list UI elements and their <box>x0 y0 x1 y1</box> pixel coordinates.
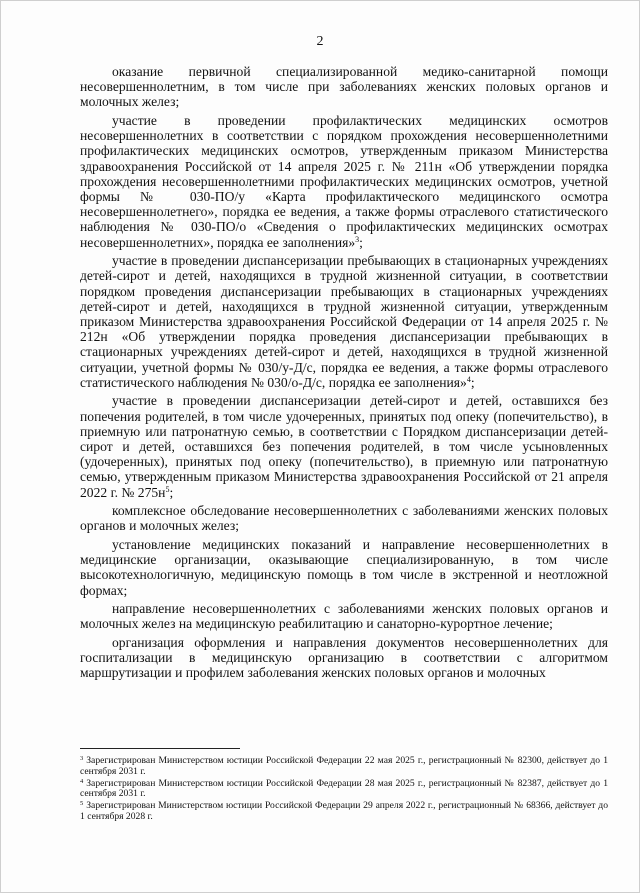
paragraph-examination: комплексное обследование несовершеннолетних с заболеваниями женских половых органов и молочных желез; <box>80 503 608 534</box>
paragraph-preventive-exams: участие в проведении профилактических медицинских осмотров несовершеннолетних в соответствии с порядком прохождения несовершеннолетними профилактических медицинских осмотров, утвержденным приказом Министерства здравоохранения Российской от 14 апреля 2025 г. № 211н «Об утверждении порядка прохождения несовершеннолетними профилактических медицинских осмотров, учетной формы № 030-ПО/у «Карта профилактического медицинского осмотра несовершеннолетнего», порядка ее ведения, а также формы отраслевого статистического наблюдения № 030-ПО/о «Сведения о профилактических медицинских осмотрах несовершеннолетних», порядка ее заполнения»$^3$; <box>80 113 608 250</box>
footnote-ref: 5 <box>165 484 170 494</box>
paragraph-dispensary-orphans: участие в проведении диспансеризации детей-сирот и детей, оставшихся без попечения родителей, в том числе удочеренных, принятых под опеку (попечительство), в приемную или патронатную семью, в соответствии с Порядком диспансеризации детей-сирот и детей, оставшихся без попечения родителей, в том числе усыновленных (удочеренных), принятых под опеку (попечительство), в приемную или патронатную семью, утвержденным приказом Министерства здравоохранения Российской от 21 апреля 2022 г. № $275н^5$; <box>80 393 608 500</box>
paragraph-rehabilitation: направление несовершеннолетних с заболеваниями женских половых органов и молочных желез на медицинскую реабилитацию и санаторно-курортное лечение; <box>80 601 608 632</box>
footnotes <box>80 756 608 824</box>
document-body <box>80 64 608 681</box>
paragraph-referral-specialized: установление медицинских показаний и направление несовершеннолетних в медицинские организации, оказывающие специализированную, в том числе высокотехнологичную, медицинскую помощь в том числе в экстренной и неотложной формах; <box>80 537 608 598</box>
page-number: 2 <box>316 34 324 49</box>
paragraph-dispensary-institutions: участие в проведении диспансеризации пребывающих в стационарных учреждениях детей-сирот и детей, находящихся в трудной жизненной ситуации, в соответствии порядком проведения диспансеризации пребывающих в стационарных учреждениях детей-сирот и детей, находящихся в трудной жизненной ситуации, утвержденным приказом Министерства здравоохранения Российской Федерации от 14 апреля 2025 г. № 212н «Об утверждении порядка проведения диспансеризации пребывающих в стационарных учреждениях детей-сирот и детей, находящихся в трудной жизненной ситуации, учетной формы № 030/у-Д/с, порядка ее ведения, а также формы отраслевого статистического наблюдения № 030/о-Д/с, порядка ее заполнения»$^4$; <box>80 253 608 390</box>
paragraph-primary-care: оказание первичной специализированной медико-санитарной помощи несовершеннолетним, в том числе при заболеваниях женских половых органов и молочных желез; <box>80 64 608 110</box>
footnote-divider <box>80 748 240 749</box>
footnote-ref: 4 <box>466 374 471 384</box>
footnote-5: $^5$ Зарегистрирован Министерством юстиции Российской Федерации 29 апреля 2022 г., регистрационный № 68366, действует до 1 сентября 2028 г. <box>80 800 608 822</box>
footnote-3: $^3$ Зарегистрирован Министерством юстиции Российской Федерации 22 мая 2025 г., регистрационный № 82300, действует до 1 сентября 2031 г. <box>80 755 608 777</box>
footnote-ref: 3 <box>355 234 360 244</box>
paragraph-hospitalization: организация оформления и направления документов несовершеннолетних для госпитализации в медицинскую организацию в соответствии с алгоритмом маршрутизации и профилем заболевания женских половых органов и молочных <box>80 635 608 681</box>
footnote-4: $^4$ Зарегистрирован Министерством юстиции Российской Федерации 28 мая 2025 г., регистрационный № 82387, действует до 1 сентября 2031 г. <box>80 777 608 800</box>
